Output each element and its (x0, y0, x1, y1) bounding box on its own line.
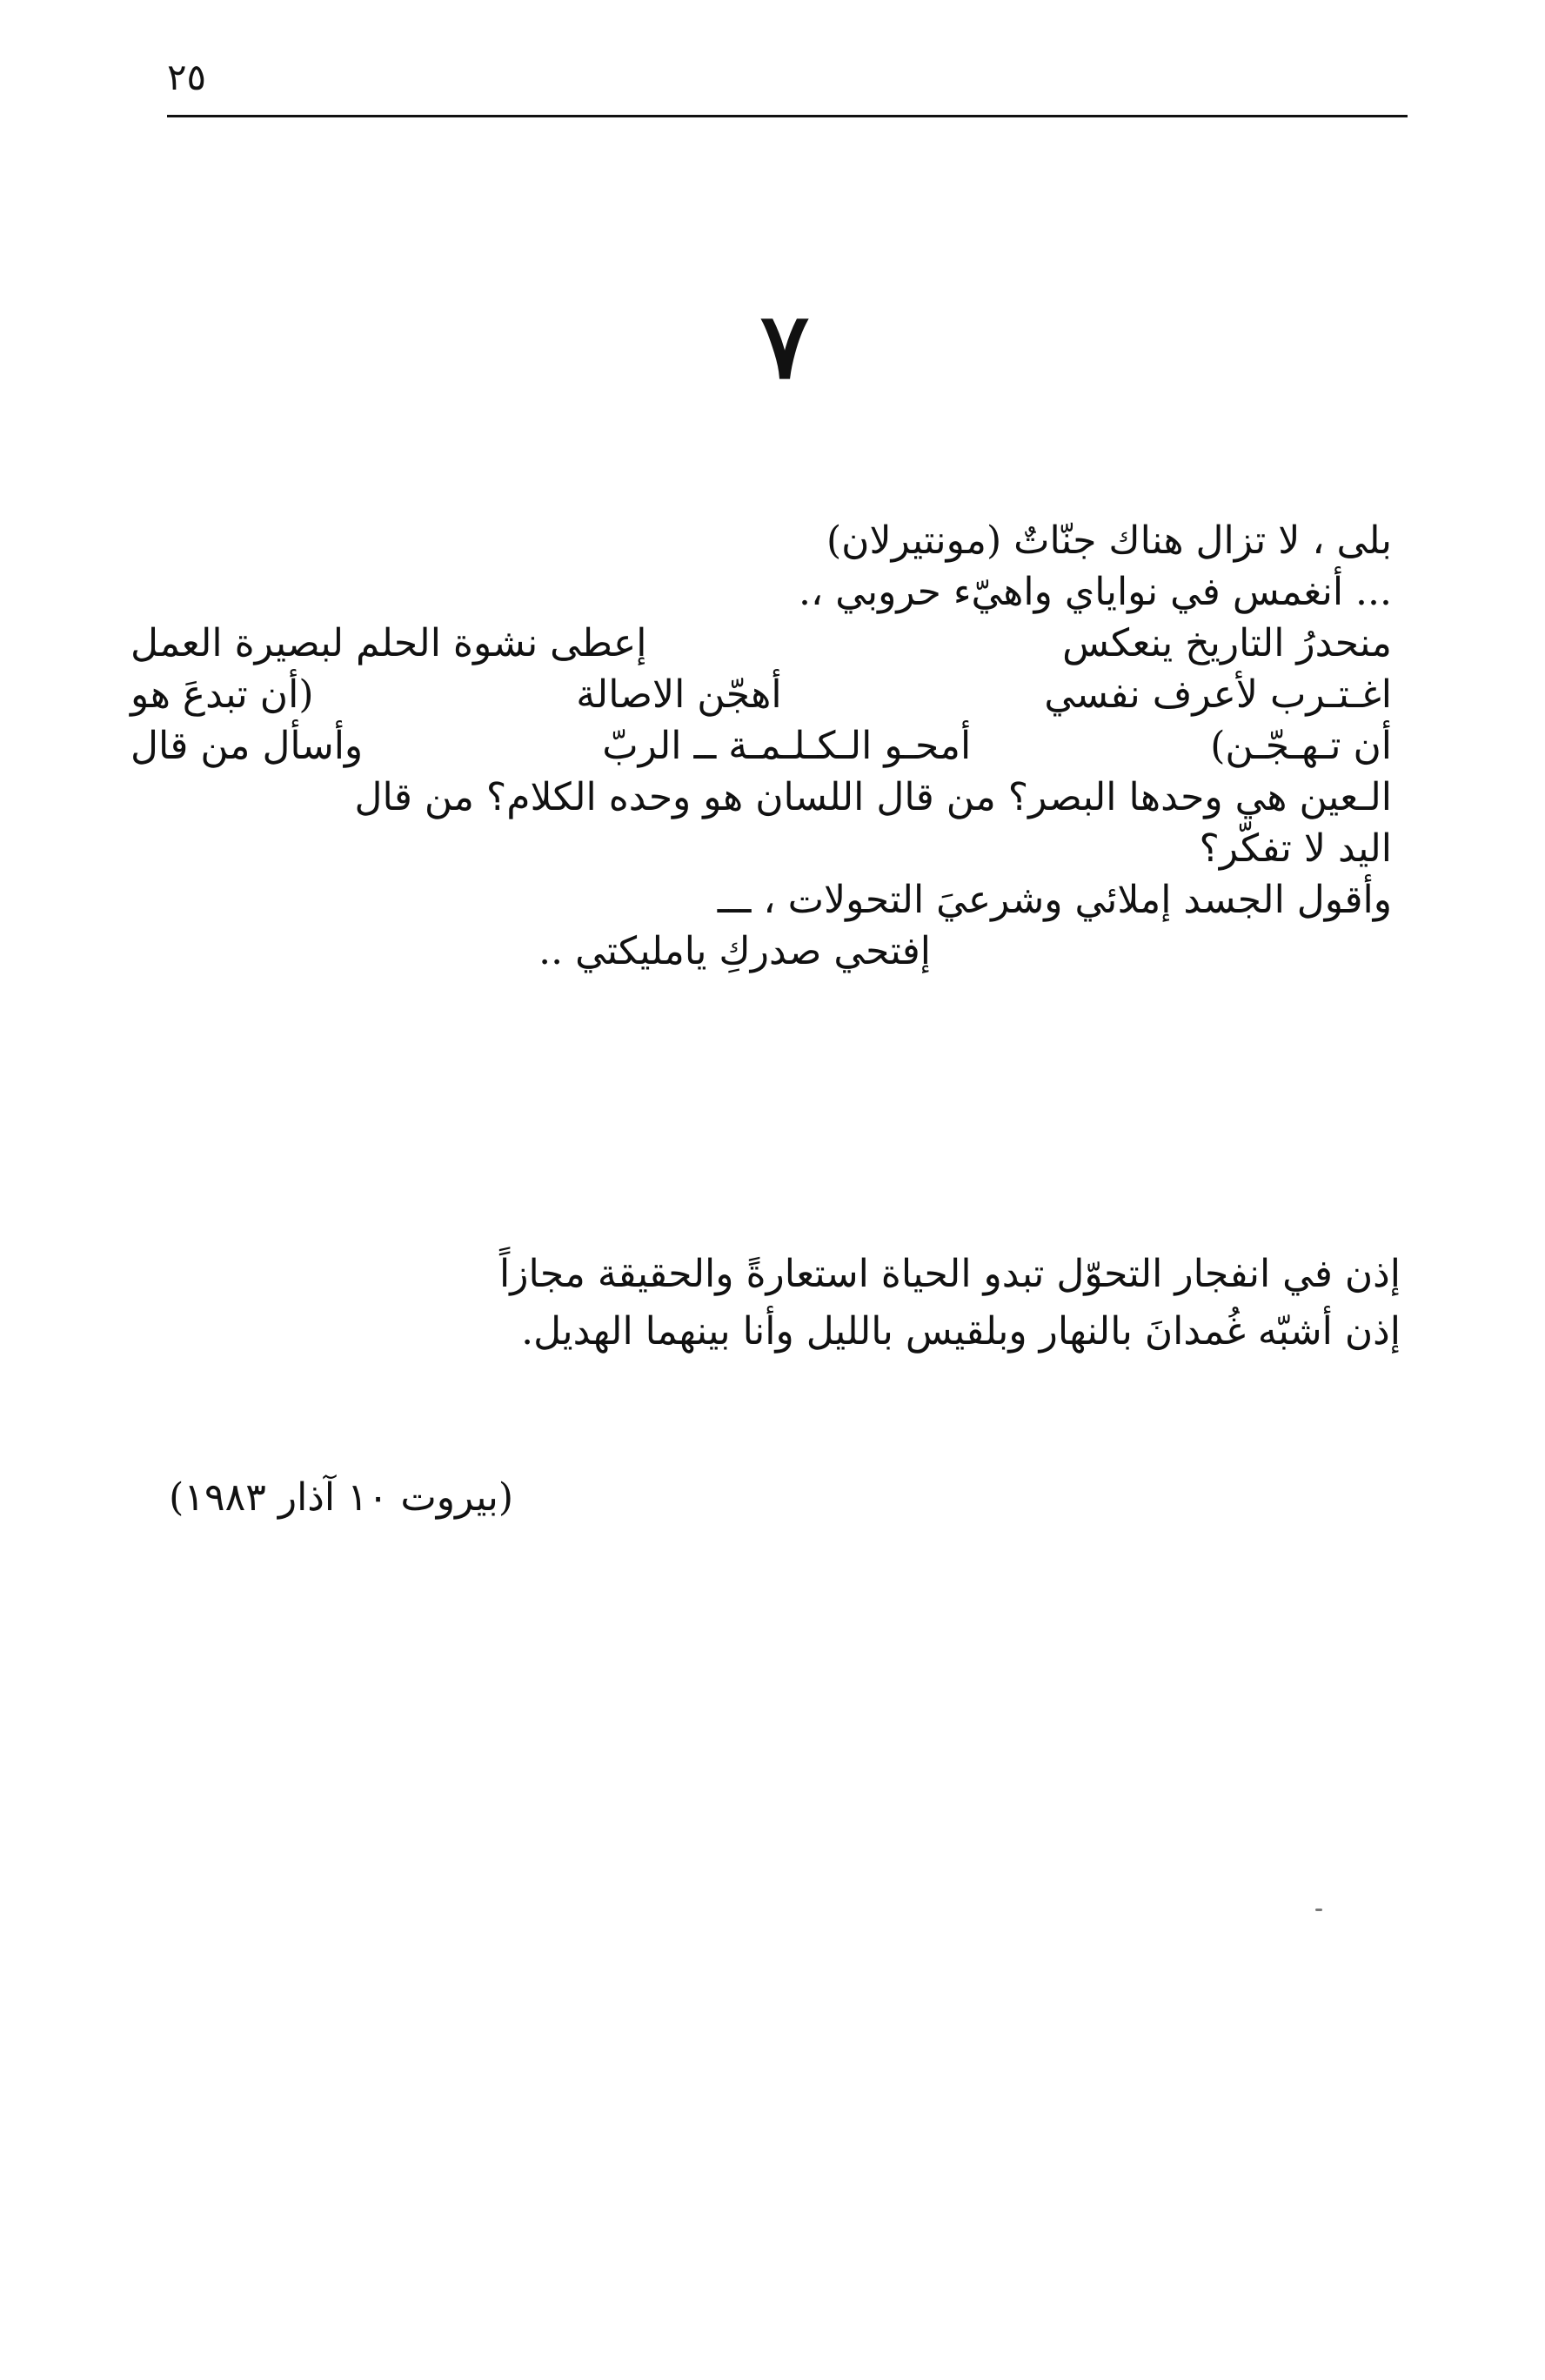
prose-line (499, 1249, 1401, 1307)
poem-text: إفتحي صدركِ يامليكتي .. (538, 929, 931, 973)
page-number: ٢٥ (167, 56, 207, 98)
poem-phrase: أن تـهـجّـن) (1210, 724, 1392, 768)
poem-line (130, 878, 1392, 929)
poem-line (130, 518, 1392, 570)
poem-phrase: أهجّن الاصالة (576, 672, 782, 717)
poem-line (130, 826, 1392, 878)
stray-mark (1315, 1909, 1322, 1911)
place-date-signature: (بيروت ١٠ آذار ١٩٨٣) (169, 1475, 513, 1520)
poem-phrase: أمحـو الـكـلـمـة ــ الربّ (602, 724, 972, 768)
poem-phrase: (أن تبدعَ هو (130, 672, 314, 717)
prose-line (521, 1307, 1401, 1364)
prose-text: إذن في انفجار التحوّل تبدو الحياة استعارةً والحقيقة مجازاً (499, 1252, 1401, 1296)
prose-block (499, 1249, 1401, 1364)
poem-text: الـعين هي وحدها البصر؟ من قال اللسان هو وحده الكلام؟ من قال (354, 775, 1392, 819)
poem-line (130, 621, 1392, 672)
poem-phrase: منحدرُ التاريخ ينعكس (1062, 621, 1392, 665)
poem-line (130, 570, 1392, 621)
poem-text: بلى ، لا تزال هناك جنّاتٌ (مونتيرلان) (826, 518, 1392, 563)
prose-text: إذن أشبّه غُمدانَ بالنهار وبلقيس بالليل وأنا بينهما الهديل. (521, 1309, 1401, 1354)
poem-block (130, 518, 1392, 980)
poem-phrase: وأسأل من قال (130, 724, 364, 768)
poem-phrase: اغـتـرب لأعرف نفسي (1044, 672, 1392, 717)
poem-line (130, 929, 1392, 980)
poem-line (130, 672, 1392, 724)
poem-text: اليد لا تفكّر؟ (1199, 826, 1392, 871)
poem-line (130, 724, 1392, 775)
poem-line (130, 775, 1392, 826)
poem-phrase: إعطى نشوة الحلم لبصيرة العمل (130, 621, 647, 665)
poem-text: ... أنغمس في نواياي واهيّء حروبي ،. (799, 570, 1392, 614)
header-rule (167, 115, 1408, 117)
poem-text: وأقول الجسد إملائي وشرعيَ التحولات ، ـــ (717, 878, 1392, 922)
section-number: ٧ (760, 292, 809, 399)
